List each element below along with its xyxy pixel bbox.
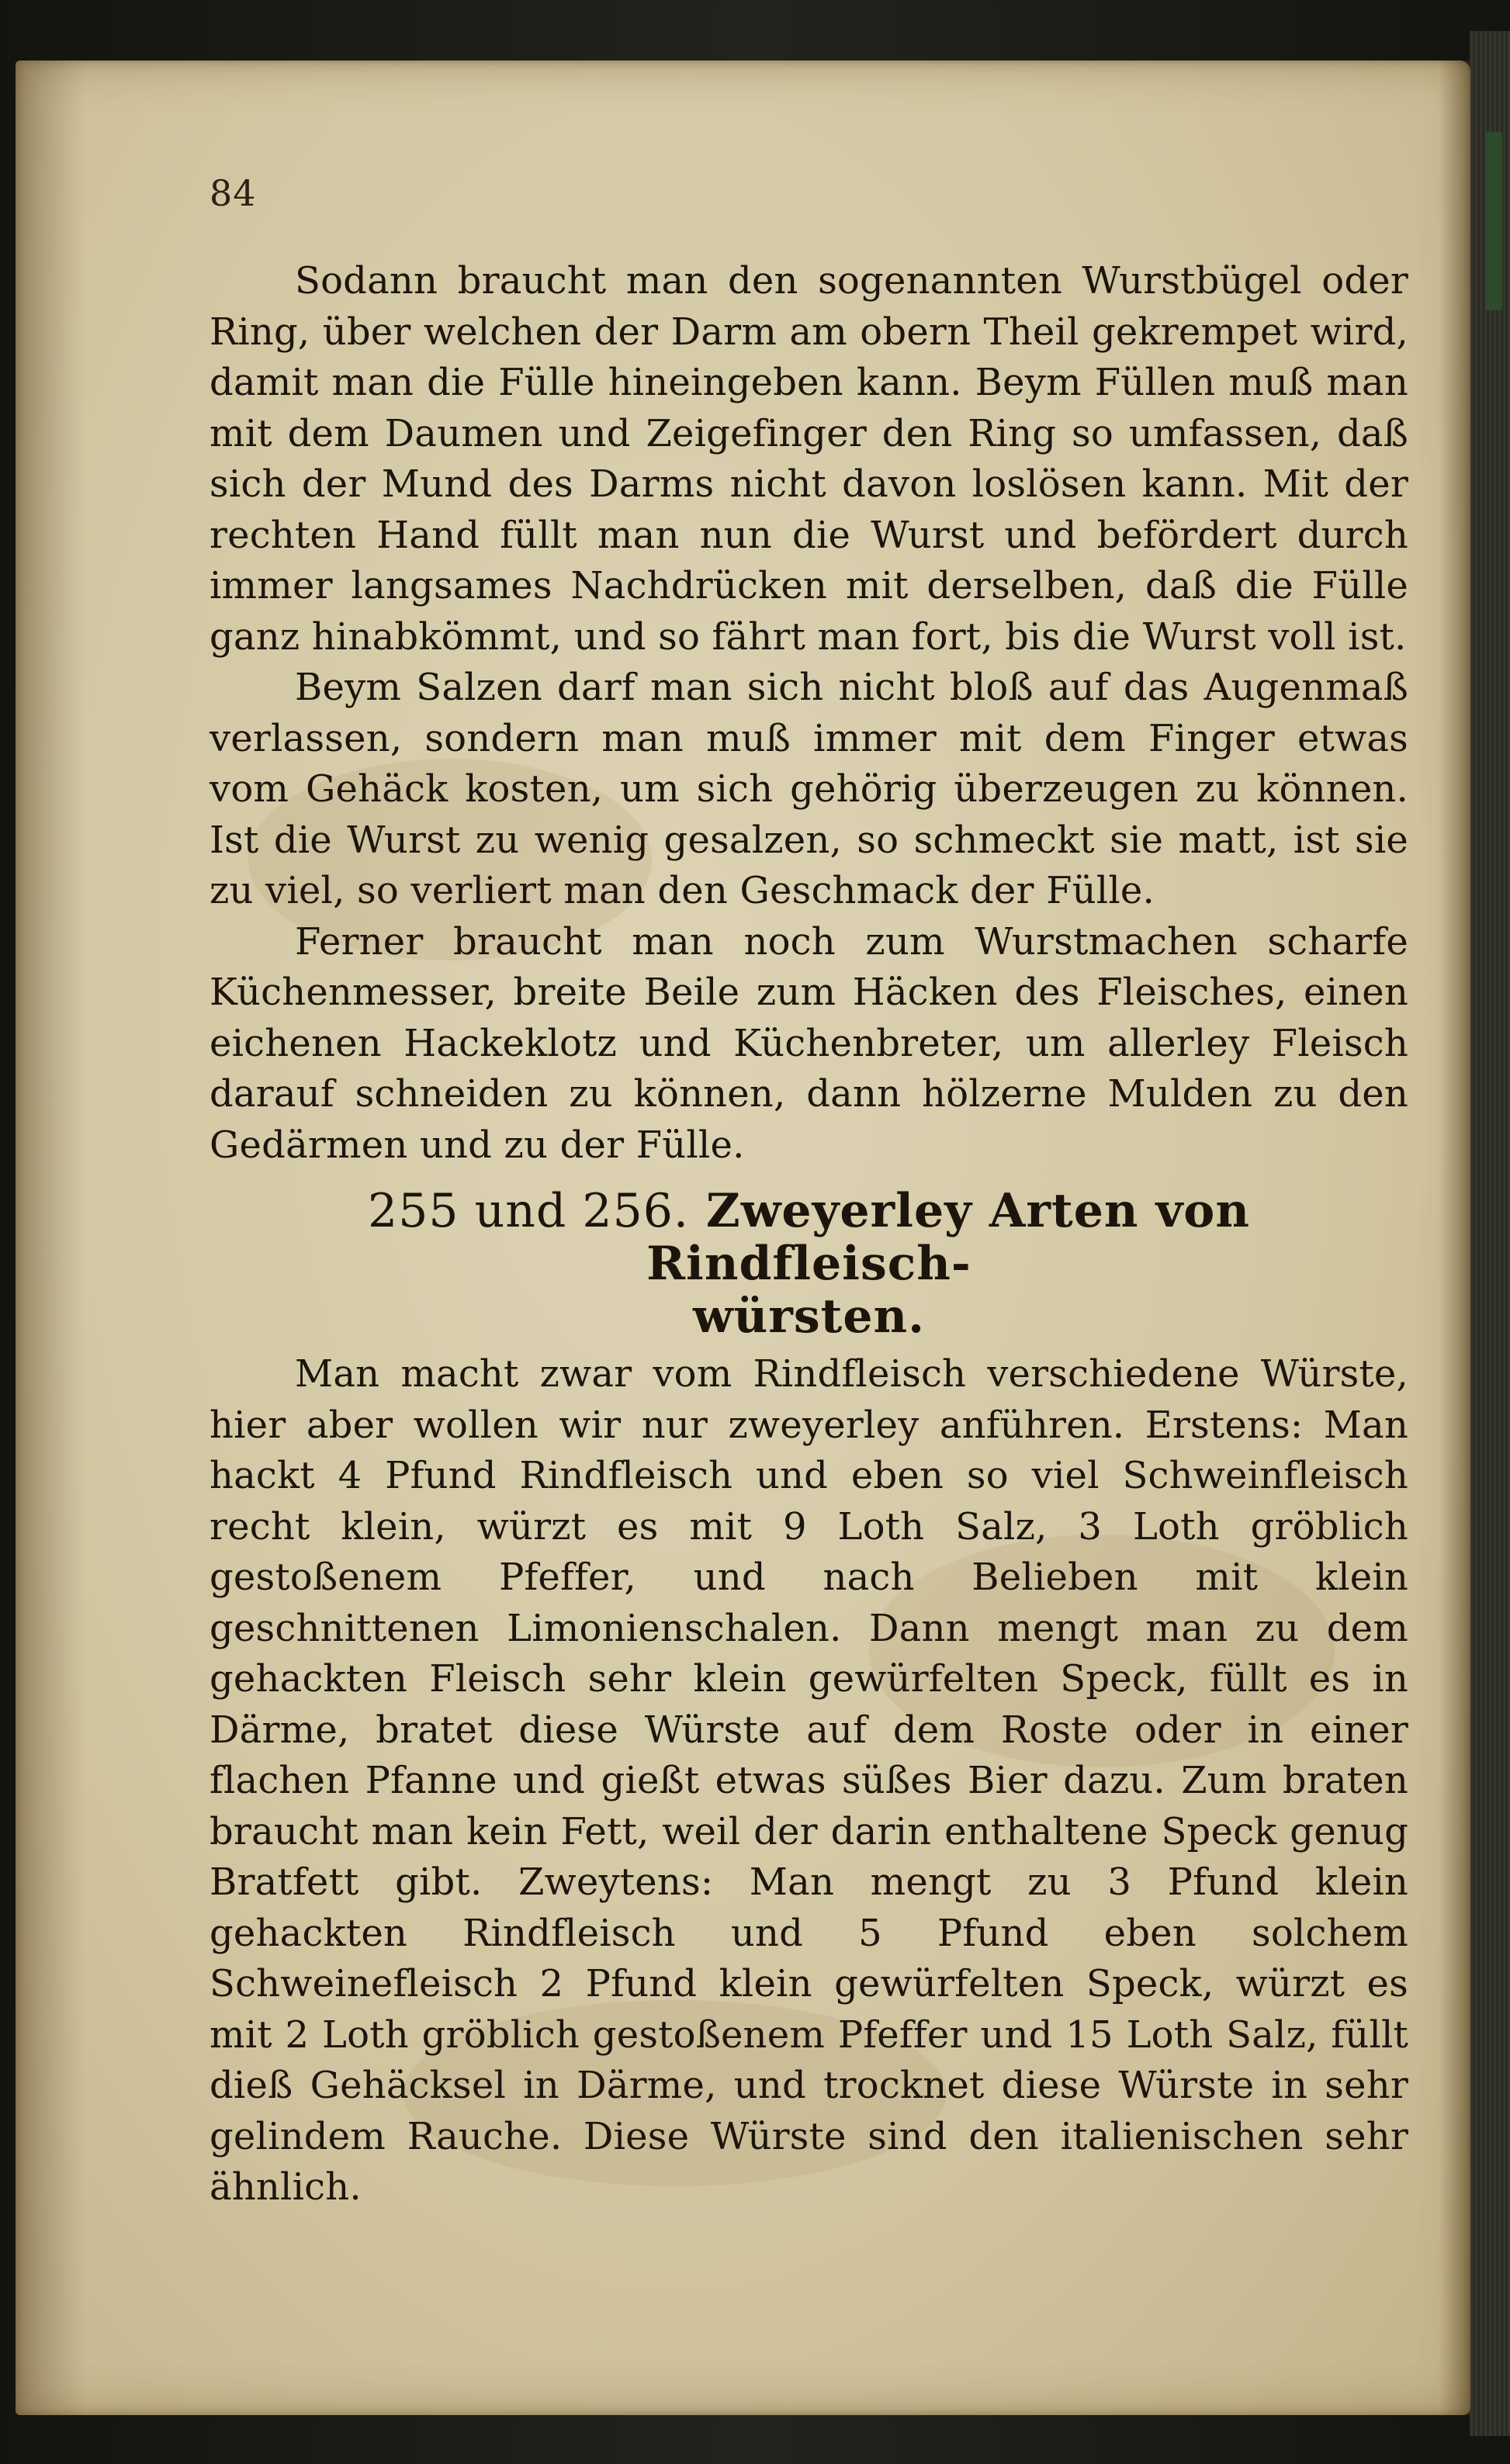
section-body: Man macht zwar vom Rindfleisch verschiedene Würste, hier aber wollen wir nur zweyerley anführen. Erstens: Man hackt 4 Pfund Rindfleisch und eben so viel Schweinfleisch recht klein, würzt es mit 9 Loth Salz, 3 Loth gröblich gestoßenem Pfeffer, und nach Belieben mit klein geschnittenen Limonienschalen. Dann mengt man zu dem gehackten Fleisch sehr klein gewürfelten Speck, füllt es in Därme, bratet diese Würste auf dem Roste oder in einer flachen Pfanne und gießt etwas süßes Bier dazu. Zum braten braucht man kein Fett, weil der darin enthaltene Speck genug Bratfett gibt. Zweytens: Man mengt zu 3 Pfund klein gehackten Rindfleisch und 5 Pfund eben solchem Schweinefleisch 2 Pfund klein gewürfelten Speck, würzt es mit 2 Loth gröblich gestoßenem Pfeffer und 15 Loth Salz, füllt dieß Gehäcksel in Därme, und trocknet diese Würste in sehr gelindem Rauche. Diese Würste sind den italienischen sehr ähnlich. <box>210 1352 1408 2209</box>
book-edge <box>1470 31 1510 2436</box>
page-number: 84 <box>210 172 257 214</box>
paragraph-werkzeuge: Ferner braucht man noch zum Wurstmachen scharfe Küchenmesser, breite Beile zum Häcken des Fleisches, einen eichenen Hackeklotz und Küchenbreter, um allerley Fleisch darauf schneiden zu können, dann hölzerne Mulden zu den Gedärmen und zu der Fülle. <box>210 919 1408 1167</box>
section-number: 255 und 256. <box>368 1184 689 1238</box>
paragraph-salzen: Beym Salzen darf man sich nicht bloß auf das Augenmaß verlassen, sondern man muß immer mit dem Finger etwas vom Gehäck kosten, um sich gehörig überzeugen zu können. Ist die Wurst zu wenig gesalzen, so schmeckt sie matt, ist sie zu viel, so verliert man den Geschmack der Fülle. <box>210 666 1408 912</box>
page-edge-shadow <box>1439 61 1470 2415</box>
bookmark-tab <box>1485 132 1502 310</box>
paragraph-wurstbuegel: Sodann braucht man den sogenannten Wurstbügel oder Ring, über welchen der Darm am obern Theil gekrempet wird, damit man die Fülle hineingeben kann. Beym Füllen muß man mit dem Daumen und Zeigefinger den Ring so umfassen, daß sich der Mund des Darms nicht davon loslösen kann. Mit der rechten Hand füllt man nun die Wurst und befördert durch immer langsames Nachdrücken mit derselben, daß die Fülle ganz hinabkömmt, und so fährt man fort, bis die Wurst voll ist. <box>210 259 1408 659</box>
section-title-line1: Zweyerley Arten von Rindfleisch- <box>646 1184 1250 1291</box>
spine-shadow <box>16 61 85 2415</box>
section-heading <box>210 1185 1408 1343</box>
section-title-line2: würsten. <box>692 1289 926 1344</box>
page-content <box>210 256 1408 2213</box>
